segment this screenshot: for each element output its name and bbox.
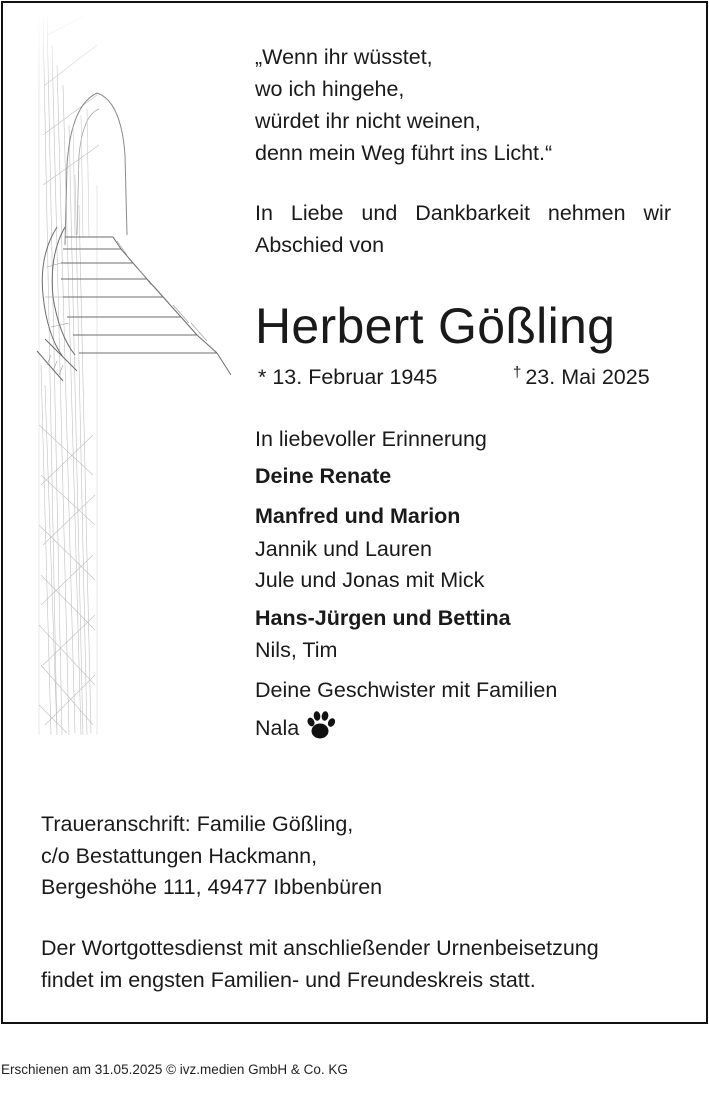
intro-line-1: In Liebe und Dankbarkeit nehmen wir bbox=[255, 201, 671, 225]
mourner-family-1: Manfred und Marion bbox=[255, 504, 461, 528]
publication-footer: Erschienen am 31.05.2025 © ivz.medien GmbH & Co. KG bbox=[1, 1062, 348, 1077]
mourner-family-1-children-2: Jule und Jonas mit Mick bbox=[255, 568, 485, 592]
mourners-heading: In liebevoller Erinnerung bbox=[255, 427, 487, 451]
pet-name: Nala bbox=[255, 716, 300, 740]
deceased-name: Herbert Gößling bbox=[255, 298, 616, 354]
mourner-family-2-children: Nils, Tim bbox=[255, 638, 338, 662]
mourner-siblings: Deine Geschwister mit Familien bbox=[255, 678, 558, 702]
obituary-notice bbox=[1, 1, 708, 1024]
quote-line-2: wo ich hingehe, bbox=[255, 77, 405, 101]
paw-print-icon bbox=[305, 709, 337, 741]
quote-line-1: „Wenn ihr wüsstet, bbox=[255, 45, 433, 69]
birth-date: * 13. Februar 1945 bbox=[258, 365, 438, 389]
mourner-wife: Deine Renate bbox=[255, 464, 392, 488]
staircase-sketch-illustration bbox=[17, 5, 231, 737]
cross-symbol: † bbox=[513, 364, 522, 381]
mourner-family-2: Hans-Jürgen und Bettina bbox=[255, 606, 511, 630]
quote-line-4: denn mein Weg führt ins Licht.“ bbox=[255, 141, 553, 165]
mourner-family-1-children-1: Jannik und Lauren bbox=[255, 537, 432, 561]
address-line-2: c/o Bestattungen Hackmann, bbox=[41, 844, 318, 868]
death-date: 23. Mai 2025 bbox=[525, 365, 650, 389]
quote-line-3: würdet ihr nicht weinen, bbox=[255, 109, 481, 133]
address-line-1: Traueranschrift: Familie Gößling, bbox=[41, 812, 354, 836]
death-date-block bbox=[513, 364, 650, 389]
service-line-2: findet im engsten Familien- und Freundeskreis statt. bbox=[41, 968, 536, 992]
address-line-3: Bergeshöhe 111, 49477 Ibbenbüren bbox=[41, 875, 383, 899]
intro-line-2: Abschied von bbox=[255, 233, 385, 257]
service-line-1: Der Wortgottesdienst mit anschließender Urnenbeisetzung bbox=[41, 936, 599, 960]
mourner-pet bbox=[255, 718, 299, 740]
